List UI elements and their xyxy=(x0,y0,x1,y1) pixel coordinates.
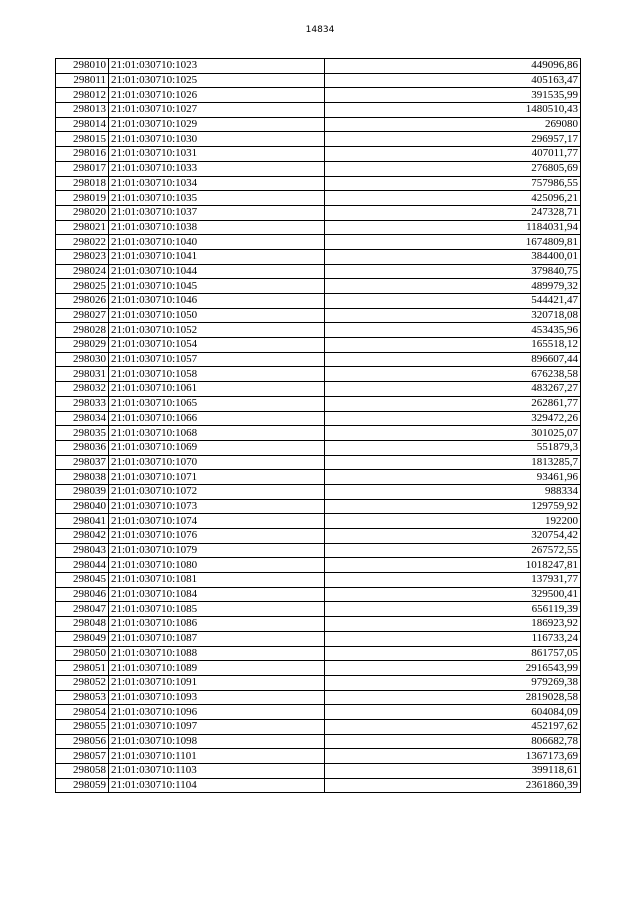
table-row xyxy=(56,235,581,250)
row-number-cell: 298057 xyxy=(56,749,109,764)
cadastral-value-table xyxy=(55,58,581,793)
table-row xyxy=(56,602,581,617)
cadastral-number-cell: 21:01:030710:1061 xyxy=(109,382,325,397)
table-row xyxy=(56,249,581,264)
table-row xyxy=(56,499,581,514)
cadastral-number-cell: 21:01:030710:1041 xyxy=(109,249,325,264)
cadastral-value-cell: 262861,77 xyxy=(325,396,581,411)
row-number-cell: 298055 xyxy=(56,719,109,734)
cadastral-value-cell: 489979,32 xyxy=(325,279,581,294)
cadastral-number-cell: 21:01:030710:1052 xyxy=(109,323,325,338)
cadastral-value-cell: 861757,05 xyxy=(325,646,581,661)
cadastral-number-cell: 21:01:030710:1097 xyxy=(109,719,325,734)
cadastral-number-cell: 21:01:030710:1029 xyxy=(109,117,325,132)
cadastral-value-cell: 1480510,43 xyxy=(325,103,581,118)
cadastral-number-cell: 21:01:030710:1104 xyxy=(109,778,325,793)
table-row xyxy=(56,191,581,206)
table-row xyxy=(56,675,581,690)
cadastral-value-cell: 979269,38 xyxy=(325,675,581,690)
table-row xyxy=(56,543,581,558)
row-number-cell: 298027 xyxy=(56,308,109,323)
cadastral-value-cell: 379840,75 xyxy=(325,264,581,279)
cadastral-value-cell: 384400,01 xyxy=(325,249,581,264)
row-number-cell: 298049 xyxy=(56,631,109,646)
cadastral-value-cell: 604084,09 xyxy=(325,705,581,720)
cadastral-number-cell: 21:01:030710:1071 xyxy=(109,470,325,485)
row-number-cell: 298043 xyxy=(56,543,109,558)
cadastral-value-cell: 676238,58 xyxy=(325,367,581,382)
cadastral-number-cell: 21:01:030710:1089 xyxy=(109,661,325,676)
row-number-cell: 298031 xyxy=(56,367,109,382)
table-row xyxy=(56,176,581,191)
cadastral-value-cell: 301025,07 xyxy=(325,426,581,441)
row-number-cell: 298052 xyxy=(56,675,109,690)
row-number-cell: 298041 xyxy=(56,514,109,529)
cadastral-number-cell: 21:01:030710:1101 xyxy=(109,749,325,764)
cadastral-number-cell: 21:01:030710:1025 xyxy=(109,73,325,88)
cadastral-number-cell: 21:01:030710:1045 xyxy=(109,279,325,294)
cadastral-number-cell: 21:01:030710:1088 xyxy=(109,646,325,661)
table-row xyxy=(56,734,581,749)
row-number-cell: 298026 xyxy=(56,294,109,309)
cadastral-value-cell: 1018247,81 xyxy=(325,558,581,573)
table-row xyxy=(56,59,581,74)
cadastral-number-cell: 21:01:030710:1027 xyxy=(109,103,325,118)
table-row xyxy=(56,749,581,764)
cadastral-number-cell: 21:01:030710:1098 xyxy=(109,734,325,749)
row-number-cell: 298018 xyxy=(56,176,109,191)
cadastral-value-cell: 165518,12 xyxy=(325,338,581,353)
cadastral-value-cell: 1674809,81 xyxy=(325,235,581,250)
row-number-cell: 298011 xyxy=(56,73,109,88)
row-number-cell: 298035 xyxy=(56,426,109,441)
cadastral-number-cell: 21:01:030710:1096 xyxy=(109,705,325,720)
row-number-cell: 298030 xyxy=(56,352,109,367)
cadastral-number-cell: 21:01:030710:1038 xyxy=(109,220,325,235)
row-number-cell: 298013 xyxy=(56,103,109,118)
cadastral-value-cell: 896607,44 xyxy=(325,352,581,367)
cadastral-number-cell: 21:01:030710:1034 xyxy=(109,176,325,191)
cadastral-number-cell: 21:01:030710:1033 xyxy=(109,161,325,176)
cadastral-number-cell: 21:01:030710:1065 xyxy=(109,396,325,411)
table-row xyxy=(56,617,581,632)
cadastral-number-cell: 21:01:030710:1103 xyxy=(109,764,325,779)
row-number-cell: 298039 xyxy=(56,484,109,499)
row-number-cell: 298021 xyxy=(56,220,109,235)
cadastral-value-cell: 425096,21 xyxy=(325,191,581,206)
cadastral-number-cell: 21:01:030710:1074 xyxy=(109,514,325,529)
cadastral-number-cell: 21:01:030710:1087 xyxy=(109,631,325,646)
table-row xyxy=(56,426,581,441)
row-number-cell: 298028 xyxy=(56,323,109,338)
cadastral-value-cell: 988334 xyxy=(325,484,581,499)
row-number-cell: 298012 xyxy=(56,88,109,103)
table-row xyxy=(56,132,581,147)
cadastral-value-cell: 544421,47 xyxy=(325,294,581,309)
cadastral-value-cell: 399118,61 xyxy=(325,764,581,779)
cadastral-number-cell: 21:01:030710:1044 xyxy=(109,264,325,279)
row-number-cell: 298048 xyxy=(56,617,109,632)
table-row xyxy=(56,161,581,176)
row-number-cell: 298024 xyxy=(56,264,109,279)
table-row xyxy=(56,778,581,793)
cadastral-value-cell: 116733,24 xyxy=(325,631,581,646)
cadastral-value-cell: 329472,26 xyxy=(325,411,581,426)
cadastral-number-cell: 21:01:030710:1026 xyxy=(109,88,325,103)
cadastral-number-cell: 21:01:030710:1030 xyxy=(109,132,325,147)
row-number-cell: 298047 xyxy=(56,602,109,617)
cadastral-number-cell: 21:01:030710:1035 xyxy=(109,191,325,206)
table-row xyxy=(56,764,581,779)
cadastral-number-cell: 21:01:030710:1084 xyxy=(109,587,325,602)
cadastral-number-cell: 21:01:030710:1086 xyxy=(109,617,325,632)
table-row xyxy=(56,117,581,132)
cadastral-number-cell: 21:01:030710:1072 xyxy=(109,484,325,499)
row-number-cell: 298022 xyxy=(56,235,109,250)
table-row xyxy=(56,587,581,602)
row-number-cell: 298054 xyxy=(56,705,109,720)
table-row xyxy=(56,352,581,367)
cadastral-value-cell: 452197,62 xyxy=(325,719,581,734)
cadastral-value-cell: 276805,69 xyxy=(325,161,581,176)
cadastral-value-cell: 329500,41 xyxy=(325,587,581,602)
table-row xyxy=(56,411,581,426)
row-number-cell: 298037 xyxy=(56,455,109,470)
table-row xyxy=(56,73,581,88)
cadastral-value-cell: 483267,27 xyxy=(325,382,581,397)
table-row xyxy=(56,396,581,411)
table-row xyxy=(56,205,581,220)
cadastral-number-cell: 21:01:030710:1054 xyxy=(109,338,325,353)
table-row xyxy=(56,382,581,397)
cadastral-value-cell: 757986,55 xyxy=(325,176,581,191)
cadastral-value-cell: 1184031,94 xyxy=(325,220,581,235)
row-number-cell: 298050 xyxy=(56,646,109,661)
cadastral-value-cell: 267572,55 xyxy=(325,543,581,558)
table-row xyxy=(56,88,581,103)
cadastral-value-cell: 247328,71 xyxy=(325,205,581,220)
row-number-cell: 298059 xyxy=(56,778,109,793)
cadastral-number-cell: 21:01:030710:1057 xyxy=(109,352,325,367)
table-row xyxy=(56,484,581,499)
table-row xyxy=(56,470,581,485)
row-number-cell: 298051 xyxy=(56,661,109,676)
table-row xyxy=(56,631,581,646)
cadastral-value-cell: 656119,39 xyxy=(325,602,581,617)
cadastral-value-cell: 93461,96 xyxy=(325,470,581,485)
row-number-cell: 298034 xyxy=(56,411,109,426)
cadastral-number-cell: 21:01:030710:1068 xyxy=(109,426,325,441)
row-number-cell: 298036 xyxy=(56,440,109,455)
row-number-cell: 298020 xyxy=(56,205,109,220)
row-number-cell: 298010 xyxy=(56,59,109,74)
table-row xyxy=(56,719,581,734)
cadastral-number-cell: 21:01:030710:1069 xyxy=(109,440,325,455)
cadastral-value-cell: 2916543,99 xyxy=(325,661,581,676)
cadastral-number-cell: 21:01:030710:1080 xyxy=(109,558,325,573)
cadastral-number-cell: 21:01:030710:1091 xyxy=(109,675,325,690)
table-row xyxy=(56,573,581,588)
row-number-cell: 298056 xyxy=(56,734,109,749)
cadastral-value-cell: 407011,77 xyxy=(325,147,581,162)
cadastral-number-cell: 21:01:030710:1076 xyxy=(109,529,325,544)
row-number-cell: 298058 xyxy=(56,764,109,779)
cadastral-number-cell: 21:01:030710:1046 xyxy=(109,294,325,309)
row-number-cell: 298029 xyxy=(56,338,109,353)
row-number-cell: 298025 xyxy=(56,279,109,294)
cadastral-number-cell: 21:01:030710:1037 xyxy=(109,205,325,220)
row-number-cell: 298053 xyxy=(56,690,109,705)
table-row xyxy=(56,646,581,661)
cadastral-value-cell: 453435,96 xyxy=(325,323,581,338)
cadastral-number-cell: 21:01:030710:1070 xyxy=(109,455,325,470)
table-row xyxy=(56,690,581,705)
table-row xyxy=(56,279,581,294)
table-row xyxy=(56,323,581,338)
cadastral-value-cell: 2361860,39 xyxy=(325,778,581,793)
table-row xyxy=(56,440,581,455)
cadastral-value-cell: 806682,78 xyxy=(325,734,581,749)
row-number-cell: 298019 xyxy=(56,191,109,206)
cadastral-number-cell: 21:01:030710:1085 xyxy=(109,602,325,617)
cadastral-value-cell: 551879,3 xyxy=(325,440,581,455)
table-row xyxy=(56,514,581,529)
table-row xyxy=(56,308,581,323)
cadastral-value-cell: 2819028,58 xyxy=(325,690,581,705)
cadastral-number-cell: 21:01:030710:1023 xyxy=(109,59,325,74)
row-number-cell: 298040 xyxy=(56,499,109,514)
row-number-cell: 298014 xyxy=(56,117,109,132)
table-row xyxy=(56,264,581,279)
row-number-cell: 298032 xyxy=(56,382,109,397)
table-row xyxy=(56,220,581,235)
cadastral-value-cell: 1813285,7 xyxy=(325,455,581,470)
table-row xyxy=(56,455,581,470)
table-row xyxy=(56,529,581,544)
cadastral-value-cell: 405163,47 xyxy=(325,73,581,88)
cadastral-value-cell: 449096,86 xyxy=(325,59,581,74)
table-row xyxy=(56,294,581,309)
cadastral-value-cell: 296957,17 xyxy=(325,132,581,147)
cadastral-number-cell: 21:01:030710:1073 xyxy=(109,499,325,514)
row-number-cell: 298044 xyxy=(56,558,109,573)
table-row xyxy=(56,705,581,720)
cadastral-value-cell: 137931,77 xyxy=(325,573,581,588)
table-row xyxy=(56,558,581,573)
row-number-cell: 298046 xyxy=(56,587,109,602)
table-row xyxy=(56,338,581,353)
cadastral-number-cell: 21:01:030710:1040 xyxy=(109,235,325,250)
cadastral-number-cell: 21:01:030710:1058 xyxy=(109,367,325,382)
cadastral-value-cell: 192200 xyxy=(325,514,581,529)
row-number-cell: 298038 xyxy=(56,470,109,485)
cadastral-number-cell: 21:01:030710:1066 xyxy=(109,411,325,426)
cadastral-number-cell: 21:01:030710:1079 xyxy=(109,543,325,558)
row-number-cell: 298015 xyxy=(56,132,109,147)
page-number: 14834 xyxy=(305,25,335,35)
cadastral-number-cell: 21:01:030710:1093 xyxy=(109,690,325,705)
row-number-cell: 298016 xyxy=(56,147,109,162)
cadastral-value-cell: 269080 xyxy=(325,117,581,132)
table-body xyxy=(56,59,581,793)
cadastral-value-cell: 320718,08 xyxy=(325,308,581,323)
table-row xyxy=(56,661,581,676)
row-number-cell: 298045 xyxy=(56,573,109,588)
cadastral-value-cell: 129759,92 xyxy=(325,499,581,514)
row-number-cell: 298042 xyxy=(56,529,109,544)
cadastral-value-cell: 1367173,69 xyxy=(325,749,581,764)
row-number-cell: 298017 xyxy=(56,161,109,176)
row-number-cell: 298033 xyxy=(56,396,109,411)
table-row xyxy=(56,103,581,118)
table-row xyxy=(56,147,581,162)
cadastral-number-cell: 21:01:030710:1031 xyxy=(109,147,325,162)
cadastral-number-cell: 21:01:030710:1050 xyxy=(109,308,325,323)
cadastral-value-cell: 391535,99 xyxy=(325,88,581,103)
cadastral-value-cell: 186923,92 xyxy=(325,617,581,632)
table-row xyxy=(56,367,581,382)
row-number-cell: 298023 xyxy=(56,249,109,264)
cadastral-number-cell: 21:01:030710:1081 xyxy=(109,573,325,588)
cadastral-value-cell: 320754,42 xyxy=(325,529,581,544)
